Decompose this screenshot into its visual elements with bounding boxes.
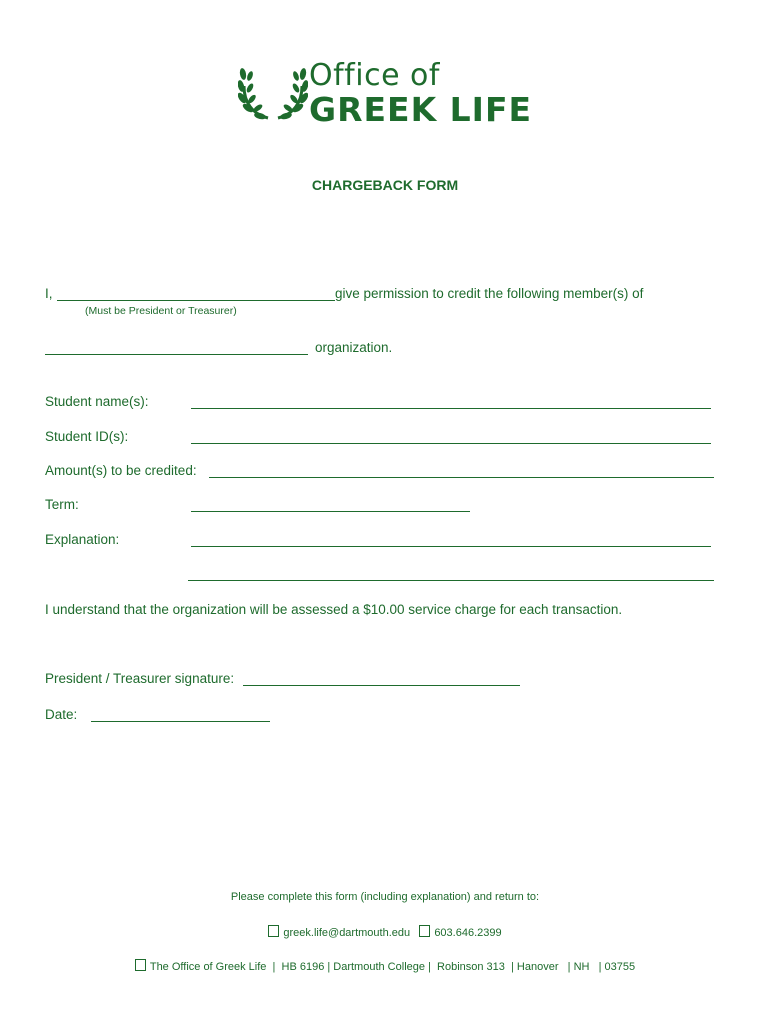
service-charge-text: I understand that the organization will be assessed a $10.00 service charge for each transaction. (45, 602, 623, 617)
footer-address: The Office of Greek Life | HB 6196 | Dartmouth College | Robinson 313 | Hanover | NH | 03755 (149, 961, 636, 973)
signature-line[interactable] (243, 685, 520, 686)
logo-line-1: Office of (309, 58, 440, 93)
form-title: CHARGEBACK FORM (311, 177, 459, 193)
footer-instruction: Please complete this form (including explanation) and return to: (230, 891, 540, 903)
date-line[interactable] (91, 721, 270, 722)
location-icon (135, 959, 146, 971)
logo-line-2: GREEK LIFE (309, 90, 533, 129)
student-ids-label: Student ID(s): (45, 429, 129, 444)
laurel-wreath-icon (238, 66, 308, 122)
amount-label: Amount(s) to be credited: (45, 463, 197, 478)
term-label: Term: (45, 497, 79, 512)
explanation-label: Explanation: (45, 532, 120, 547)
student-names-label: Student name(s): (45, 394, 149, 409)
footer-address-row (0, 959, 770, 973)
permission-text: give permission to credit the following member(s) of (335, 286, 644, 301)
i-label: I, (45, 286, 53, 301)
envelope-icon (268, 925, 279, 937)
footer-contact (0, 925, 770, 939)
explanation-line-1[interactable] (191, 546, 711, 547)
amount-line[interactable] (209, 477, 714, 478)
student-names-line[interactable] (191, 408, 711, 409)
student-ids-line[interactable] (191, 443, 711, 444)
date-label: Date: (45, 707, 78, 722)
term-line[interactable] (191, 511, 470, 512)
organization-label: organization. (315, 340, 393, 355)
signature-label: President / Treasurer signature: (45, 671, 235, 686)
explanation-line-2[interactable] (188, 580, 714, 581)
phone-icon (419, 925, 430, 937)
organization-line[interactable] (45, 354, 308, 355)
authorizer-name-line[interactable] (57, 300, 335, 301)
footer-email[interactable]: greek.life@dartmouth.edu (283, 927, 411, 939)
must-be-note: (Must be President or Treasurer) (85, 305, 237, 317)
footer-phone[interactable]: 603.646.2399 (434, 927, 502, 939)
